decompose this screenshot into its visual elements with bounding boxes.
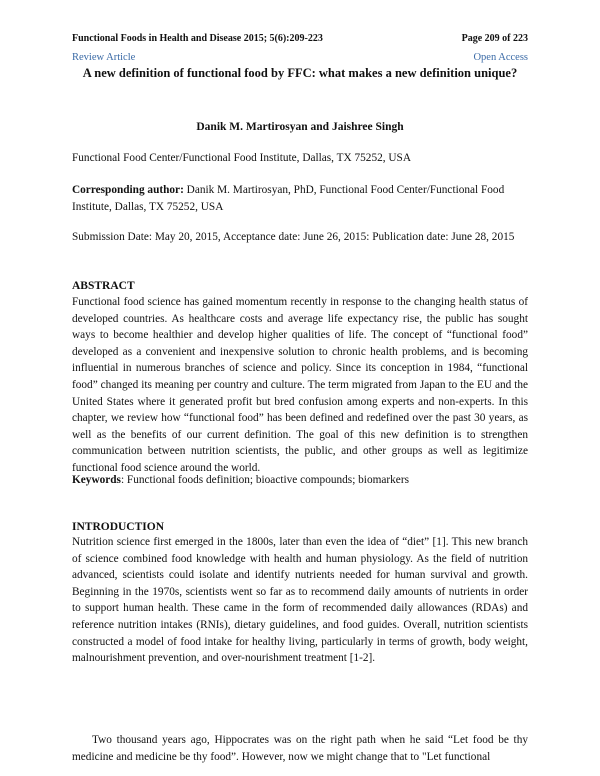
authors: Danik M. Martirosyan and Jaishree Singh: [196, 121, 404, 133]
keywords: [72, 472, 528, 489]
keywords-label: Keywords: [72, 474, 121, 486]
dates: Submission Date: May 20, 2015, Acceptance date: June 26, 2015: Publication date: June 28, 2015: [72, 231, 515, 243]
paper-title: A new definition of functional food by FFC: what makes a new definition unique?: [82, 66, 518, 80]
article-meta: [72, 52, 528, 63]
article-type: Review Article: [72, 52, 136, 63]
running-header: [72, 33, 528, 44]
keywords-text: : Functional foods definition; bioactive compounds; biomarkers: [120, 474, 409, 486]
abstract-text: Functional food science has gained momentum recently in response to the changing health status of developed countries. As healthcare costs and average life expectancy rise, the public has sought ways to become healthier and develop higher qualities of life. The concept of “functional food” developed as a convenient and inexpensive solution to chronic health problems, and is becoming influential in numerous branches of science and policy. Since its conception in 1984, “functional food” changed its meaning per country and culture. The term migrated from Japan to the EU and the United States where it generated profit but bred confusion among experts and non-experts. In this chapter, we review how “functional food” has been defined and redefined over the past 30 years, as well as the benefits of our current definition. The goal of this new definition is to strengthen communication between nutrition scientists, the public, and other groups as well as legitimize functional food science around the world.: [72, 296, 528, 474]
corresponding-text: Danik M. Martirosyan, PhD, Functional Food Center/Functional Food Institute, Dallas, TX 75252, USA: [72, 184, 505, 213]
introduction-para-2: Two thousand years ago, Hippocrates was on the right path when he said “Let food be thy medicine and medicine be thy food”. However, now we might change that to "Let functional: [72, 734, 528, 763]
corresponding-label: Corresponding author:: [72, 184, 184, 196]
introduction-para-1: Nutrition science first emerged in the 1800s, later than even the idea of “diet” [1]. This new branch of science combined food knowledge with health and human physiology. As the field of nutrition advanced, scientists could isolate and identify nutrients needed for human survival and growth. Beginning in the 1970s, scientists went so far as to recommend daily amounts of nutrients in order to support human health. These came in the form of recommended daily allowances (RDAs) and reference nutrition intakes (RNIs), dietary guidelines, and food guides. Overall, nutrition scientists constructed a model of food intake for healthy living, particularly in terms of growth, body weight, malnourishment prevention, and over-nourishment treatment [1-2].: [72, 536, 528, 665]
introduction-heading: INTRODUCTION: [72, 521, 165, 533]
corresponding-author: [72, 182, 528, 215]
abstract-heading: ABSTRACT: [72, 280, 135, 292]
access-label: Open Access: [473, 52, 528, 63]
affiliation: Functional Food Center/Functional Food Institute, Dallas, TX 75252, USA: [72, 152, 411, 164]
journal-citation: Functional Foods in Health and Disease 2015; 5(6):209-223: [72, 33, 323, 44]
page-number: Page 209 of 223: [461, 33, 528, 44]
